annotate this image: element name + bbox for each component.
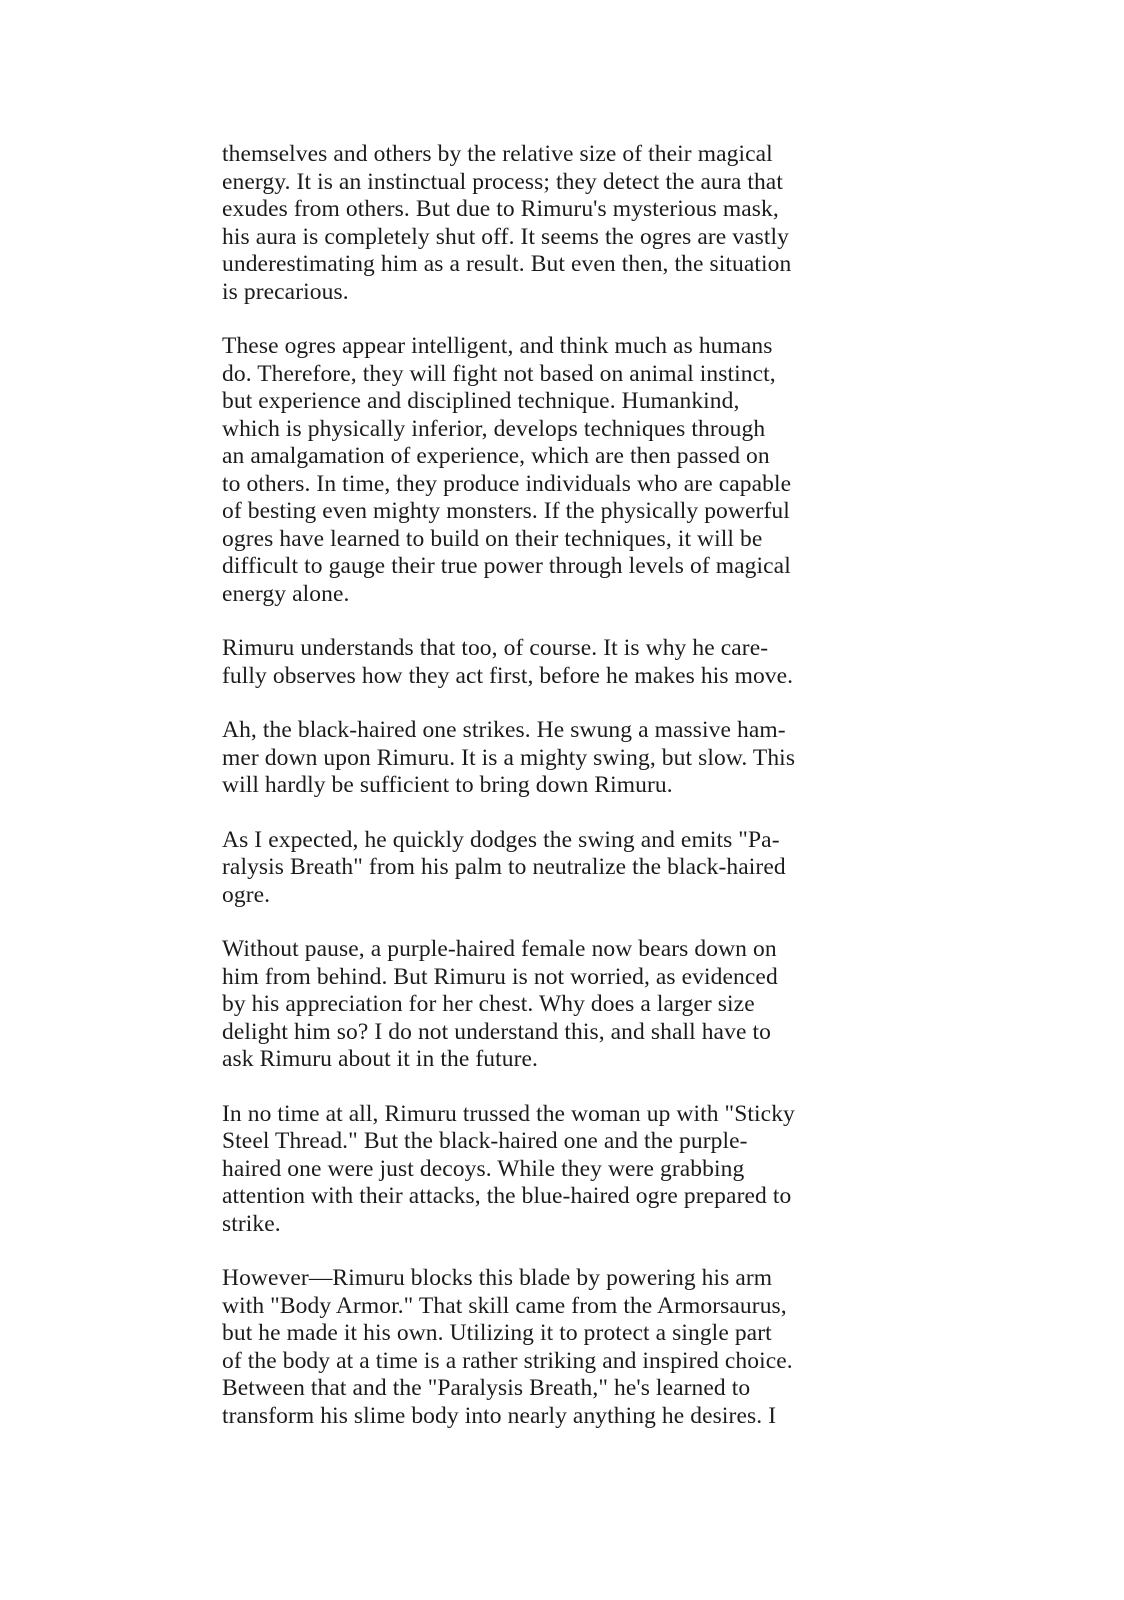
text-line: will hardly be sufficient to bring down Rimuru. xyxy=(222,772,673,798)
text-line: ogre. xyxy=(222,881,271,908)
text-line: do. Therefore, they will fight not based on animal instinct, xyxy=(222,360,776,387)
text-line: mer down upon Rimuru. It is a mighty swing, but slow. This xyxy=(222,744,796,771)
paragraph xyxy=(222,717,912,800)
paragraph xyxy=(222,141,912,306)
text-line: energy alone. xyxy=(222,580,350,607)
text-line: These ogres appear intelligent, and think much as humans xyxy=(222,333,773,359)
paragraph xyxy=(222,936,912,1074)
paragraph xyxy=(222,635,912,690)
text-line: Rimuru understands that too, of course. It is why he care- xyxy=(222,635,769,661)
text-line: Steel Thread." But the black-haired one and the purple- xyxy=(222,1128,748,1154)
paragraph xyxy=(222,1265,912,1430)
text-line: As I expected, he quickly dodges the swing and emits "Pa- xyxy=(222,826,780,853)
text-line: haired one were just decoys. While they were grabbing xyxy=(222,1155,745,1182)
text-line: Without pause, a purple-haired female now bears down on xyxy=(222,936,777,962)
paragraph xyxy=(222,333,912,608)
text-line: transform his slime body into nearly anything he desires. I xyxy=(222,1402,777,1429)
text-line: of the body at a time is a rather striking and inspired choice. xyxy=(222,1347,793,1374)
text-line: ask Rimuru about it in the future. xyxy=(222,1046,539,1072)
text-line: fully observes how they act first, before he makes his move. xyxy=(222,662,794,689)
text-line: difficult to gauge their true power through levels of magical xyxy=(222,553,791,579)
text-line: ogres have learned to build on their techniques, it will be xyxy=(222,525,763,552)
text-line: is precarious. xyxy=(222,278,349,305)
text-line: with "Body Armor." That skill came from the Armorsaurus, xyxy=(222,1292,787,1319)
text-line: but he made it his own. Utilizing it to protect a single part xyxy=(222,1320,772,1346)
text-line: In no time at all, Rimuru trussed the woman up with "Sticky xyxy=(222,1100,795,1127)
paragraph xyxy=(222,827,912,910)
text-line: exudes from others. But due to Rimuru's mysterious mask, xyxy=(222,196,779,222)
text-line: energy. It is an instinctual process; they detect the aura that xyxy=(222,168,783,195)
text-line: his aura is completely shut off. It seems the ogres are vastly xyxy=(222,223,790,250)
text-line: Between that and the "Paralysis Breath," he's learned to xyxy=(222,1375,751,1401)
text-line: strike. xyxy=(222,1210,281,1237)
text-line: by his appreciation for her chest. Why does a larger size xyxy=(222,991,755,1017)
text-line: attention with their attacks, the blue-haired ogre prepared to xyxy=(222,1183,792,1209)
text-line: which is physically inferior, develops techniques through xyxy=(222,415,766,442)
text-line: of besting even mighty monsters. If the physically powerful xyxy=(222,498,790,524)
text-line: underestimating him as a result. But even then, the situation xyxy=(222,251,792,277)
text-line: delight him so? I do not understand this, and shall have to xyxy=(222,1018,771,1045)
text-line: ralysis Breath" from his palm to neutralize the black-haired xyxy=(222,854,786,880)
text-block xyxy=(222,141,912,1430)
text-line: themselves and others by the relative size of their magical xyxy=(222,141,773,167)
text-line: to others. In time, they produce individuals who are capable xyxy=(222,470,792,497)
text-line: Ah, the black-haired one strikes. He swung a massive ham- xyxy=(222,717,786,743)
text-line: However—Rimuru blocks this blade by powering his arm xyxy=(222,1265,773,1291)
text-line: but experience and disciplined technique. Humankind, xyxy=(222,388,740,414)
text-line: him from behind. But Rimuru is not worried, as evidenced xyxy=(222,963,778,990)
paragraph xyxy=(222,1101,912,1239)
text-line: an amalgamation of experience, which are then passed on xyxy=(222,443,770,469)
